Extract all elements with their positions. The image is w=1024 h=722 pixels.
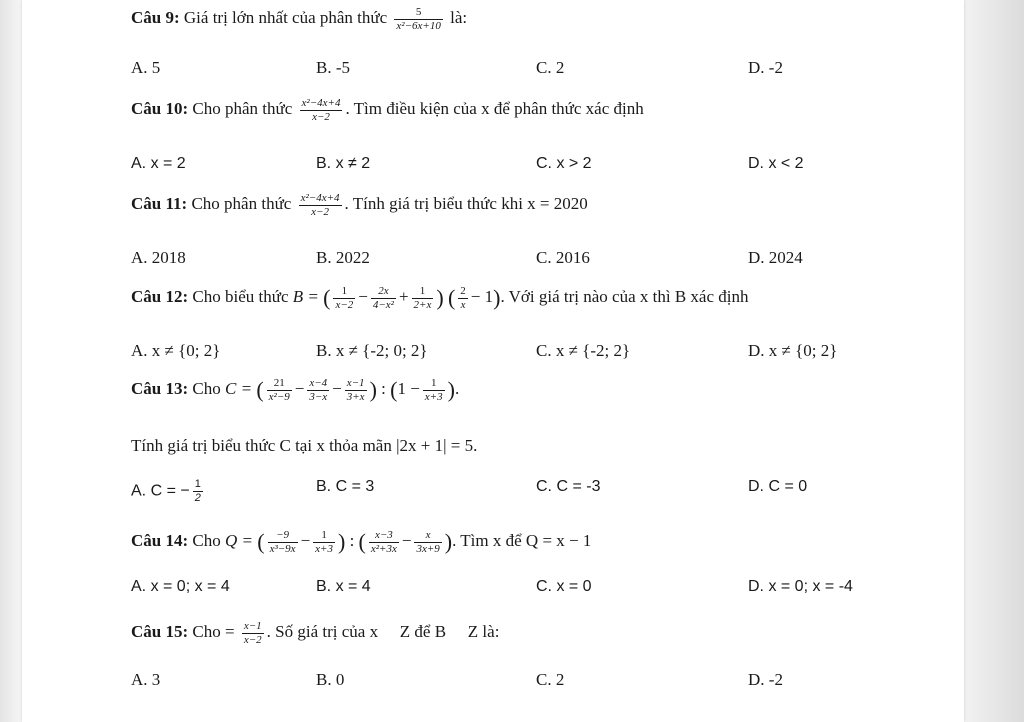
question-text: Cho bbox=[192, 379, 221, 399]
option-a[interactable] bbox=[131, 478, 206, 504]
fraction bbox=[313, 529, 335, 555]
paren-open: ( bbox=[358, 529, 366, 555]
frac-den: 3−x bbox=[309, 390, 328, 403]
option-c[interactable]: C. 2 bbox=[536, 58, 565, 77]
frac-num: x−1 bbox=[346, 377, 365, 389]
question-14: Câu 14: Cho Q = ( $\frac{-9}{\text{x³−9x}}$ − $\frac{1}{x+3}$ ) : ( $\frac{x-3}{\text{x²+3x}}$ − $\frac{x}{3x+9}$ ). Tìm x để Q = x − 1 bbox=[131, 529, 592, 555]
option-a[interactable]: A. x = 2 bbox=[131, 155, 186, 172]
option-d[interactable]: D. x < 2 bbox=[748, 155, 804, 172]
question-text: Giá trị lớn nhất của phân thức bbox=[183, 8, 388, 28]
expr-lhs: C = bbox=[225, 379, 253, 399]
question-label: Câu 15: bbox=[131, 622, 189, 642]
option-c[interactable]: C. x = 0 bbox=[536, 578, 592, 595]
frac-num: x−3 bbox=[374, 529, 393, 541]
frac-num: 1 bbox=[419, 285, 426, 297]
options-12 bbox=[0, 341, 1024, 367]
option-b[interactable]: B. -5 bbox=[316, 58, 350, 77]
paren-open: ( bbox=[447, 285, 456, 311]
fraction bbox=[300, 97, 343, 123]
frac-den: x²+3x bbox=[370, 542, 397, 555]
paren-close: ) bbox=[447, 377, 455, 403]
question-10 bbox=[131, 97, 644, 123]
paren-open: ( bbox=[256, 377, 264, 403]
paren-close: ) bbox=[436, 285, 444, 311]
fraction bbox=[345, 377, 367, 403]
option-c[interactable]: C. C = -3 bbox=[536, 478, 601, 495]
frac-den: x−2 bbox=[299, 205, 342, 219]
question-13: Câu 13: Cho C = ( $\frac{21}{\text{x²−9}}$ − $\frac{x-4}{3-x}$ − $\frac{x-1}{3+x}$ ) : (1 − $\frac{1}{x+3}$ ). bbox=[131, 377, 460, 403]
question-text: Cho bbox=[192, 531, 221, 551]
paren-open: ( bbox=[390, 377, 398, 403]
frac-den: 2 bbox=[194, 491, 201, 504]
question-15 bbox=[131, 620, 499, 646]
frac-num: x²−4x+4 bbox=[300, 192, 340, 204]
fraction bbox=[307, 377, 329, 403]
expr-div: : bbox=[349, 531, 355, 551]
option-c[interactable]: C. x > 2 bbox=[536, 155, 592, 172]
paren-close: ) bbox=[337, 529, 346, 555]
option-b[interactable]: B. x ≠ 2 bbox=[316, 155, 371, 172]
question-label: Câu 10: bbox=[131, 99, 189, 119]
paren-open: ( bbox=[323, 285, 331, 311]
question-label: Câu 9: bbox=[131, 8, 180, 28]
fraction bbox=[369, 529, 399, 555]
paren-close: ) bbox=[444, 529, 453, 555]
option-a[interactable]: A. x = 0; x = 4 bbox=[131, 578, 230, 595]
question-text-end: . Tìm điều kiện của x để phân thức xác định bbox=[345, 99, 644, 119]
frac-num: 5 bbox=[415, 6, 422, 18]
option-c[interactable]: C. 2 bbox=[536, 670, 565, 689]
question-text-end: . Tính giá trị biểu thức khi x = 2020 bbox=[344, 194, 588, 214]
option-b[interactable]: B. 0 bbox=[316, 670, 345, 689]
fraction bbox=[414, 529, 441, 555]
frac-num: x²−4x+4 bbox=[301, 97, 341, 109]
frac-den: x−2 bbox=[335, 298, 354, 311]
expr-end: . bbox=[454, 379, 460, 399]
option-a-text: A. C = − bbox=[131, 482, 190, 500]
paren-close: ) bbox=[369, 377, 377, 403]
question-label: Câu 11: bbox=[131, 194, 188, 214]
frac-den: 2+x bbox=[413, 298, 432, 311]
options-11 bbox=[0, 248, 1024, 274]
frac-num: x−4 bbox=[309, 377, 328, 389]
fraction bbox=[394, 6, 442, 32]
frac-num: −9 bbox=[276, 529, 290, 541]
option-b[interactable]: B. x = 4 bbox=[316, 578, 371, 595]
frac-den: 3+x bbox=[346, 390, 365, 403]
question-text: Cho phân thức bbox=[191, 194, 292, 214]
option-a[interactable]: A. 5 bbox=[131, 58, 161, 77]
frac-num: 2x bbox=[378, 285, 389, 297]
fraction bbox=[299, 192, 342, 218]
fraction bbox=[371, 285, 396, 311]
option-d[interactable]: D. -2 bbox=[748, 58, 783, 77]
frac-den: x+3 bbox=[424, 390, 443, 403]
frac-num: 1 bbox=[430, 377, 437, 389]
options-10 bbox=[0, 155, 1024, 181]
option-b[interactable]: B. C = 3 bbox=[316, 478, 375, 495]
option-d[interactable]: D. 2024 bbox=[748, 248, 803, 267]
option-b[interactable]: B. 2022 bbox=[316, 248, 370, 267]
question-label: Câu 12: bbox=[131, 287, 189, 307]
option-a[interactable]: A. 3 bbox=[131, 670, 161, 689]
option-d[interactable]: D. x = 0; x = -4 bbox=[748, 578, 853, 595]
fraction bbox=[268, 529, 298, 555]
frac-den: x²−6x+10 bbox=[396, 19, 441, 32]
question-text-end: . Với giá trị nào của x thì B xác định bbox=[500, 287, 749, 307]
options-14 bbox=[0, 578, 1024, 604]
question-9 bbox=[131, 6, 467, 32]
fraction bbox=[458, 285, 468, 311]
question-label: Câu 13: bbox=[131, 379, 189, 399]
option-d[interactable]: D. x ≠ {0; 2} bbox=[748, 341, 838, 360]
fraction bbox=[333, 285, 355, 311]
question-text: Cho phân thức bbox=[192, 99, 293, 119]
question-text: Cho biểu thức bbox=[192, 287, 289, 307]
frac-num: 1 bbox=[341, 285, 348, 297]
frac-den: x bbox=[458, 298, 468, 312]
option-a[interactable]: A. x ≠ {0; 2} bbox=[131, 341, 221, 360]
options-9 bbox=[0, 58, 1024, 84]
question-text-end: . Tìm x để Q = x − 1 bbox=[452, 531, 592, 551]
question-11 bbox=[131, 192, 588, 218]
frac-den: x²−9 bbox=[268, 390, 290, 403]
option-d[interactable]: D. -2 bbox=[748, 670, 783, 689]
paren-open: ( bbox=[257, 529, 265, 555]
expr-div: : bbox=[381, 379, 386, 399]
expr-lhs: Q = bbox=[225, 531, 253, 551]
paren-close: ) bbox=[493, 285, 501, 311]
expr-lhs: B = bbox=[292, 287, 319, 307]
fraction bbox=[423, 377, 445, 403]
fraction bbox=[412, 285, 434, 311]
frac-den: x+3 bbox=[315, 542, 333, 555]
question-text-end: . Số giá trị của x ⃞ Z để B ⃞ Z là: bbox=[266, 622, 500, 642]
frac-num: 1 bbox=[321, 529, 327, 541]
frac-den: x−2 bbox=[243, 633, 262, 646]
frac-den: x−2 bbox=[300, 110, 343, 124]
option-c[interactable]: C. 2016 bbox=[536, 248, 590, 267]
question-label: Câu 14: bbox=[131, 531, 189, 551]
option-a[interactable]: A. 2018 bbox=[131, 248, 186, 267]
frac-num: x−1 bbox=[243, 620, 262, 632]
fraction bbox=[242, 620, 264, 646]
options-15 bbox=[0, 670, 1024, 696]
frac-den: 3x+9 bbox=[416, 542, 440, 555]
frac-num: 2 bbox=[460, 285, 466, 297]
question-text: Cho = bbox=[192, 622, 235, 642]
question-13-line-2: Tính giá trị biểu thức C tại x thỏa mãn |2x + 1| = 5. bbox=[131, 436, 478, 455]
expr-term: − 1 bbox=[470, 287, 494, 307]
question-text-end: là: bbox=[450, 8, 468, 28]
question-12: Câu 12: Cho biểu thức B = ( $\frac{1}{x-2}$ − $\frac{2x}{\text{4−x²}}$ + $\frac{1}{2+x}$ ) ( $\frac{2}{x}$ − 1). Với giá trị nào của x thì B xác định bbox=[131, 285, 749, 311]
option-b[interactable]: B. x ≠ {-2; 0; 2} bbox=[316, 341, 428, 360]
fraction bbox=[193, 478, 203, 504]
option-d[interactable]: D. C = 0 bbox=[748, 478, 808, 495]
option-c[interactable]: C. x ≠ {-2; 2} bbox=[536, 341, 631, 360]
frac-den: 4−x² bbox=[372, 298, 394, 311]
frac-num: 21 bbox=[273, 377, 285, 389]
frac-num: x bbox=[425, 529, 431, 541]
options-13 bbox=[0, 478, 1024, 504]
expr-term: 1 − bbox=[397, 379, 420, 399]
frac-den: x³−9x bbox=[269, 542, 296, 555]
frac-num: 1 bbox=[194, 478, 201, 490]
fraction bbox=[267, 377, 292, 403]
